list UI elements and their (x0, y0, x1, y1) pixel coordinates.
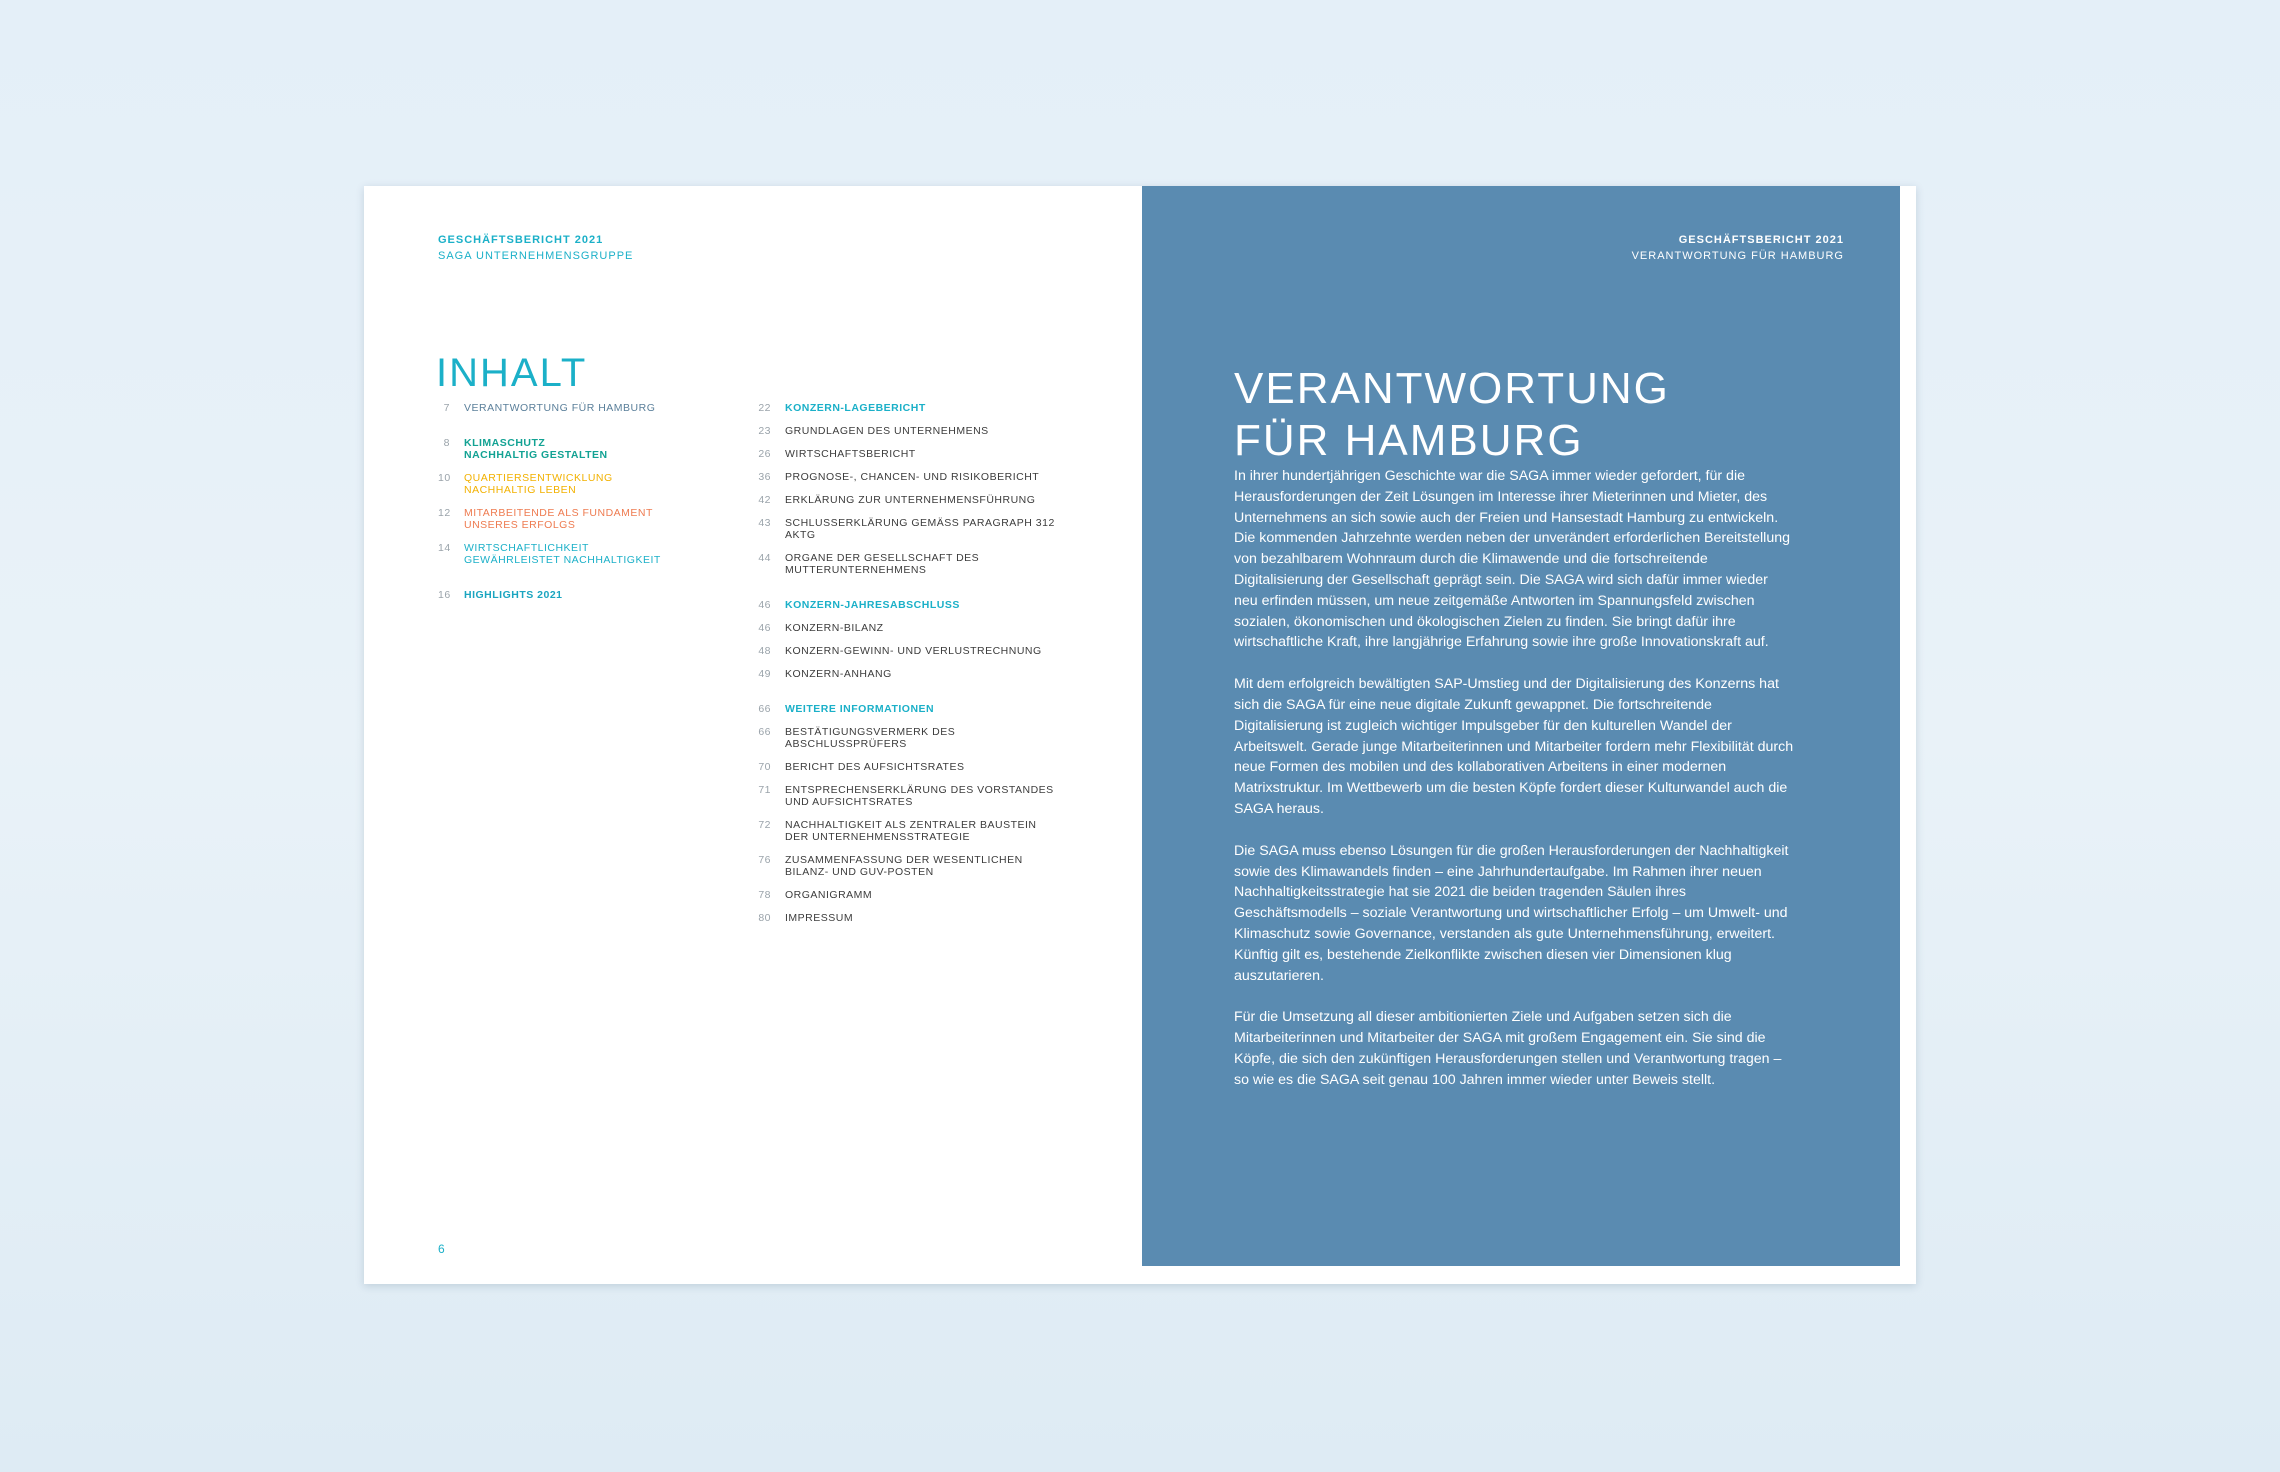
section-heading (1234, 363, 1854, 467)
toc-page-number: 7 (443, 402, 450, 414)
toc-entry-label: KONZERN-BILANZ (785, 622, 884, 634)
toc-entry-label: MITARBEITENDE ALS FUNDAMENT UNSERES ERFOLGS (464, 507, 653, 531)
toc-page-number: 78 (758, 889, 771, 901)
toc-entry-label: PROGNOSE-, CHANCEN- UND RISIKOBERICHT (785, 471, 1040, 483)
toc-page-number: 12 (438, 507, 451, 519)
toc-entry (438, 589, 698, 601)
toc-entry-label: GRUNDLAGEN DES UNTERNEHMENS (785, 425, 989, 437)
toc-entry (744, 448, 1064, 460)
toc-column-financials (744, 402, 1064, 924)
toc-entry (744, 668, 1064, 680)
company-name: SAGA UNTERNEHMENSGRUPPE (438, 250, 634, 262)
toc-entry-label: KONZERN-LAGEBERICHT (785, 402, 926, 414)
toc-entry (438, 437, 698, 461)
toc-entry-label: BERICHT DES AUFSICHTSRATES (785, 761, 965, 773)
toc-entry-label: KLIMASCHUTZ NACHHALTIG GESTALTEN (464, 437, 608, 461)
body-text (1234, 466, 1794, 1112)
toc-entry (744, 622, 1064, 634)
annual-report-spread (364, 186, 1916, 1284)
toc-entry-label: KONZERN-JAHRESABSCHLUSS (785, 599, 960, 611)
toc-entry (744, 471, 1064, 483)
toc-entry-label: HIGHLIGHTS 2021 (464, 589, 563, 601)
right-running-head (1632, 232, 1844, 264)
toc-page-number: 76 (758, 854, 771, 866)
toc-page-number: 43 (758, 517, 771, 529)
toc-entry-label: ORGANE DER GESELLSCHAFT DES MUTTERUNTERNEHMENS (785, 552, 980, 576)
toc-entry-label: KONZERN-ANHANG (785, 668, 892, 680)
toc-heading: INHALT (436, 350, 588, 395)
left-running-head (438, 232, 633, 264)
toc-entry (744, 912, 1064, 924)
toc-page-number: 49 (758, 668, 771, 680)
toc-entry (744, 761, 1064, 773)
toc-entry (744, 854, 1064, 878)
toc-page-number: 44 (758, 552, 771, 564)
toc-entry (744, 703, 1064, 715)
toc-page-number: 16 (438, 589, 451, 601)
toc-entry (438, 542, 698, 566)
toc-column-chapters (438, 402, 698, 601)
toc-page-number: 46 (758, 599, 771, 611)
toc-page-number: 22 (758, 402, 771, 414)
toc-entry-label: ORGANIGRAMM (785, 889, 873, 901)
body-paragraph: Die SAGA muss ebenso Lösungen für die großen Herausforderungen der Nachhaltigkeit sowie des Klimawandels finden – eine Jahrhundertaufgabe. Im Rahmen ihrer neuen Nachhaltigkeitsstrategie hat sie 2021 die beiden tragenden Säulen ihres Geschäftsmodells – soziale Verantwortung und wirtschaftlicher Erfolg – um Umwelt- und Klimaschutz sowie Governance, verstanden als gute Unternehmensführung, erweitert. Künftig gilt es, bestehende Zielkonflikte zwischen diesen vier Dimensionen klug auszutarieren. (1234, 842, 1789, 984)
toc-entry-label: KONZERN-GEWINN- UND VERLUSTRECHNUNG (785, 645, 1042, 657)
body-paragraph: Für die Umsetzung all dieser ambitionierten Ziele und Aufgaben setzen sich die Mitarbeiterinnen und Mitarbeiter der SAGA mit großem Engagement ein. Sie sind die Köpfe, die sich den zukünftigen Herausforderungen stellen und Verantwortung tragen – so wie es die SAGA seit genau 100 Jahren immer wieder unter Beweis stellt. (1234, 1009, 1782, 1088)
section-heading-line-1: VERANTWORTUNG (1234, 363, 1670, 413)
toc-page-number: 72 (758, 819, 771, 831)
section-name: VERANTWORTUNG FÜR HAMBURG (1631, 250, 1844, 262)
toc-page-number: 10 (438, 472, 451, 484)
toc-page-number: 48 (758, 645, 771, 657)
toc-entry (744, 494, 1064, 506)
toc-page-number: 71 (758, 784, 771, 796)
toc-page-number: 46 (758, 622, 771, 634)
toc-entry (744, 425, 1064, 437)
toc-entry-label: WIRTSCHAFTSBERICHT (785, 448, 916, 460)
toc-entry (744, 784, 1064, 808)
toc-entry-label: IMPRESSUM (785, 912, 854, 924)
toc-entry (744, 889, 1064, 901)
toc-page-number: 66 (758, 726, 771, 738)
toc-entry (438, 402, 698, 414)
toc-entry-label: BESTÄTIGUNGSVERMERK DES ABSCHLUSSPRÜFERS (785, 726, 956, 750)
toc-page-number: 23 (758, 425, 771, 437)
toc-entry (744, 402, 1064, 414)
toc-entry (744, 599, 1064, 611)
toc-entry-label: ERKLÄRUNG ZUR UNTERNEHMENSFÜHRUNG (785, 494, 1036, 506)
body-paragraph: In ihrer hundertjährigen Geschichte war die SAGA immer wieder gefordert, für die Herausforderungen der Zeit Lösungen im Interesse ihrer Mieterinnen und Mieter, des Unternehmens an sich sowie auch der Freien und Hansestadt Hamburg zu entwickeln. Die kommenden Jahrzehnte werden neben der unverändert erforderlichen Bereitstellung von bezahlbarem Wohnraum durch die Klimawende und die fortschreitende Digitalisierung der Gesellschaft geprägt sein. Die SAGA wird sich dafür immer wieder neu erfinden müssen, um neue zeitgemäße Antworten im Spannungsfeld zwischen sozialen, ökonomischen und ökologischen Zielen zu finden. Sie bringt dafür ihre wirtschaftliche Kraft, ihre langjährige Erfahrung sowie ihre große Innovationskraft auf. (1234, 468, 1791, 651)
toc-entry (438, 472, 698, 496)
page-number: 6 (438, 1242, 445, 1256)
toc-entry-label: QUARTIERSENTWICKLUNG NACHHALTIG LEBEN (464, 472, 613, 496)
body-paragraph: Mit dem erfolgreich bewältigten SAP-Umstieg und der Digitalisierung des Konzerns hat sich die SAGA für eine neue digitale Zukunft gewappnet. Die fortschreitende Digitalisierung ist zugleich wichtiger Impulsgeber für den kulturellen Wandel der Arbeitswelt. Gerade junge Mitarbeiterinnen und Mitarbeiter fordern mehr Flexibilität durch neue Formen des mobilen und des kollaborativen Arbeitens in einer modernen Matrixstruktur. Im Wettbewerb um die besten Köpfe fordert dieser Kulturwandel auch die SAGA heraus. (1234, 676, 1794, 817)
report-title: GESCHÄFTSBERICHT 2021 (438, 234, 604, 246)
toc-entry-label: NACHHALTIGKEIT ALS ZENTRALER BAUSTEIN DER UNTERNEHMENSSTRATEGIE (785, 819, 1037, 843)
toc-entry (744, 645, 1064, 657)
toc-entry-label: ZUSAMMENFASSUNG DER WESENTLICHEN BILANZ- UND GUV-POSTEN (785, 854, 1023, 878)
toc-page-number: 8 (443, 437, 450, 449)
toc-entry-label: ENTSPRECHENSERKLÄRUNG DES VORSTANDES UND AUFSICHTSRATES (785, 784, 1054, 808)
toc-entry (744, 552, 1064, 576)
responsibility-page (1142, 186, 1900, 1266)
toc-page-number: 42 (758, 494, 771, 506)
toc-entry-label: SCHLUSSERKLÄRUNG GEMÄSS PARAGRAPH 312 AKTG (785, 517, 1055, 541)
toc-page-number: 80 (758, 912, 771, 924)
toc-page-number: 26 (758, 448, 771, 460)
toc-entry-label: WEITERE INFORMATIONEN (785, 703, 935, 715)
toc-entry (744, 726, 1064, 750)
toc-entry (744, 819, 1064, 843)
toc-page-number: 70 (758, 761, 771, 773)
toc-page-number: 36 (758, 471, 771, 483)
toc-entry (744, 517, 1064, 541)
toc-page-number: 66 (758, 703, 771, 715)
toc-entry (438, 507, 698, 531)
contents-page (364, 186, 1142, 1284)
toc-entry-label: VERANTWORTUNG FÜR HAMBURG (464, 402, 656, 414)
toc-entry-label: WIRTSCHAFTLICHKEIT GEWÄHRLEISTET NACHHALTIGKEIT (464, 542, 661, 566)
report-title: GESCHÄFTSBERICHT 2021 (1678, 234, 1844, 246)
toc-page-number: 14 (438, 542, 451, 554)
section-heading-line-2: FÜR HAMBURG (1234, 415, 1584, 465)
